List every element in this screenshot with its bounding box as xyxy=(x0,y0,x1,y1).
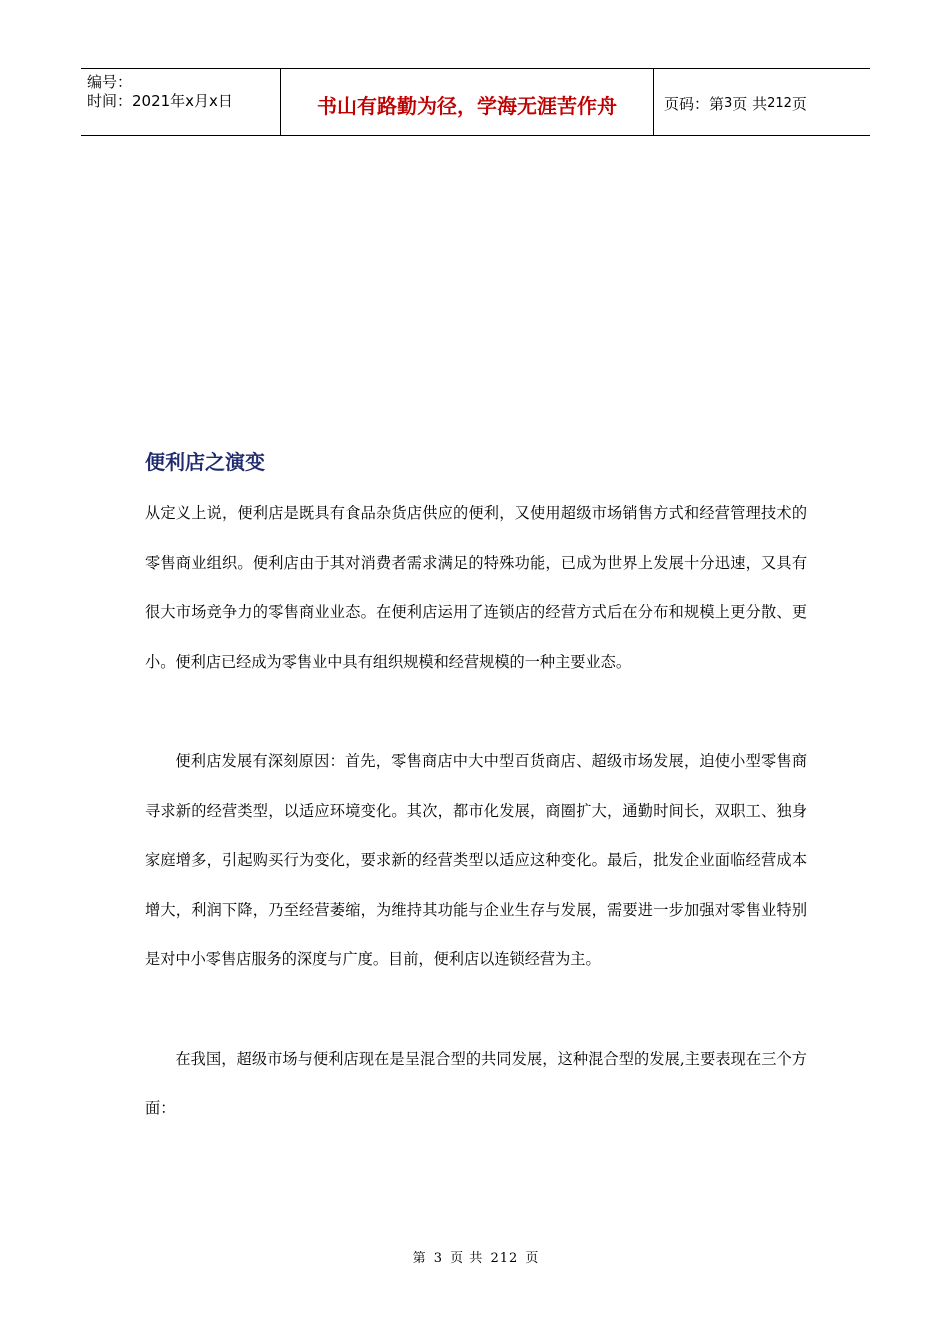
footer-current: 3 xyxy=(433,1251,444,1266)
paragraph-spacer xyxy=(145,985,807,1035)
header-page-current: 3 xyxy=(724,95,733,111)
header-page-mid: 页 共 xyxy=(732,94,768,113)
header-meta xyxy=(81,69,281,135)
paragraph-spacer xyxy=(145,687,807,737)
page-header xyxy=(81,68,870,136)
page-footer xyxy=(0,1247,950,1266)
document-number-label: 编号： xyxy=(87,73,133,91)
paragraph-china: 在我国，超级市场与便利店现在是呈混合型的共同发展，这种混合型的发展,主要表现在三个方面： xyxy=(145,1049,807,1117)
footer-suffix: 页 xyxy=(525,1251,540,1266)
header-motto: 书山有路勤为径，学海无涯苦作舟 xyxy=(281,69,654,135)
section-title: 便利店之演变 xyxy=(145,450,265,474)
footer-total: 212 xyxy=(490,1251,519,1266)
header-page-suffix: 页 xyxy=(791,94,807,113)
footer-prefix: 第 xyxy=(412,1251,427,1266)
header-page-total: 212 xyxy=(767,95,792,111)
paragraph-reasons: 便利店发展有深刻原因：首先，零售商店中大中型百货商店、超级市场发展，迫使小型零售商寻求新的经营类型，以适应环境变化。其次，都市化发展，商圈扩大，通勤时间长，双职工、独身家庭增多，引起购买行为变化，要求新的经营类型以适应这种变化。最后，批发企业面临经营成本增大，利润下降，乃至经营萎缩，为维持其功能与企业生存与发展，需要进一步加强对零售业特别是对中小零售店服务的深度与广度。目前，便利店以连锁经营为主。 xyxy=(145,752,807,968)
document-date: 时间：2021年x月x日 xyxy=(87,92,233,110)
document-body xyxy=(145,442,807,1134)
header-page-prefix: 页码：第 xyxy=(664,94,725,113)
header-page-number xyxy=(654,69,870,135)
footer-mid: 页 共 xyxy=(450,1251,484,1266)
paragraph-definition: 从定义上说，便利店是既具有食品杂货店供应的便利，又使用超级市场销售方式和经营管理技术的零售商业组织。便利店由于其对消费者需求满足的特殊功能，已成为世界上发展十分迅速，又具有很大市场竞争力的零售商业业态。在便利店运用了连锁店的经营方式后在分布和规模上更分散、更小。便利店已经成为零售业中具有组织规模和经营规模的一种主要业态。 xyxy=(145,504,807,671)
